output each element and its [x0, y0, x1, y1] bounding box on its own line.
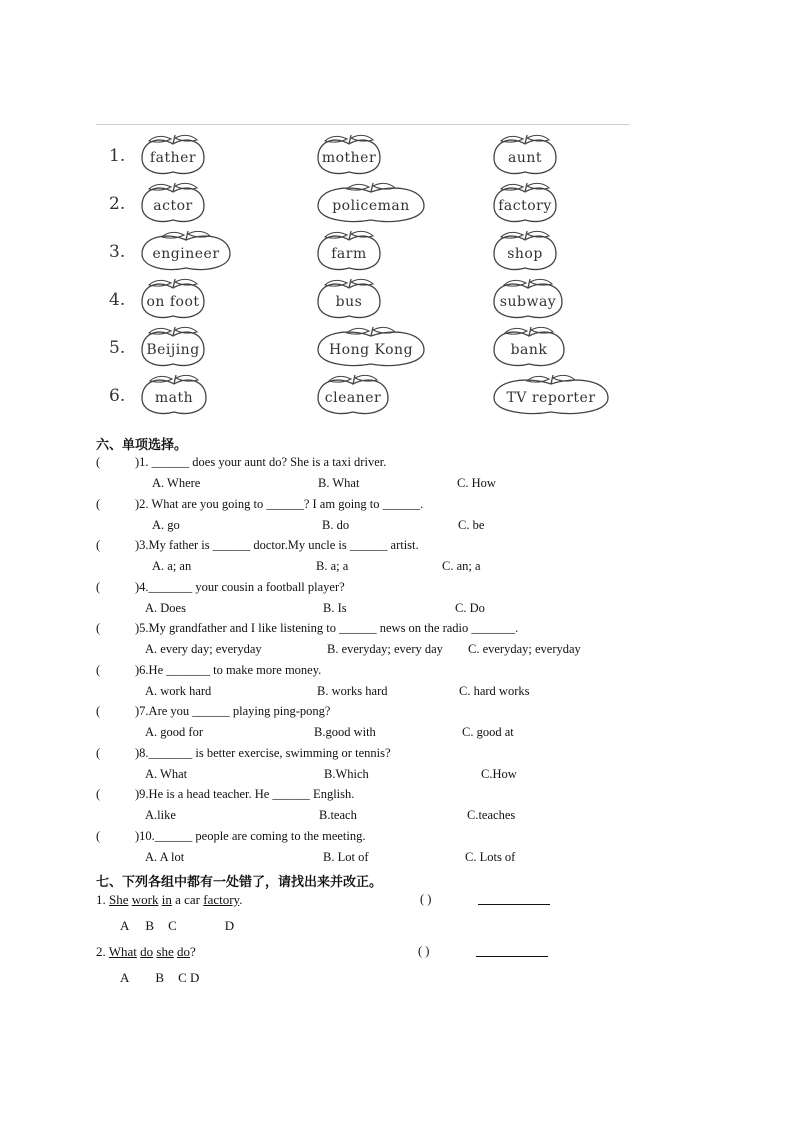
question-stem: )9.He is a head teacher. He ______ English. [135, 787, 355, 801]
apple-word: cleaner [324, 390, 382, 406]
error-letters-1: A B C D [120, 918, 235, 933]
answer-paren[interactable]: ( [96, 704, 101, 718]
apple-row [100, 326, 640, 374]
apple-word-card [492, 182, 558, 224]
apple-word: TV reporter [506, 390, 596, 406]
apple-row [100, 278, 640, 326]
apple-word: engineer [152, 246, 220, 262]
apple-word: farm [331, 246, 367, 262]
option-a: A. good for [145, 725, 203, 739]
option-a: A. go [152, 517, 180, 532]
apple-word-card [492, 374, 610, 416]
option-a: A. work hard [145, 683, 212, 698]
option-a: A. Where [152, 476, 201, 490]
row-number: 2. [109, 194, 126, 214]
option-b: B. everyday; every day [327, 642, 443, 656]
apple-word-card [492, 278, 564, 320]
question-stem: )5.My grandfather and I like listening to ______ news on the radio _______. [135, 621, 519, 635]
option-a: A. a; an [152, 559, 192, 573]
option-b: B. Lot of [323, 849, 369, 864]
underlined-word-a: What [108, 944, 137, 959]
option-b: B.good with [314, 725, 376, 739]
apple-word: bank [510, 342, 548, 358]
answer-paren[interactable]: ( [96, 787, 101, 801]
answer-paren[interactable]: ( [96, 745, 101, 760]
option-c: C. good at [462, 725, 514, 739]
apple-word: policeman [332, 198, 410, 214]
option-a: A. A lot [145, 849, 185, 864]
apple-word-card [316, 278, 382, 320]
apple-word-card [140, 182, 206, 224]
underlined-word-d: factory [203, 892, 240, 907]
underlined-word-b: work [131, 892, 159, 907]
answer-paren[interactable]: ( [96, 621, 101, 635]
question-stem: )6.He _______ to make more money. [135, 662, 322, 677]
option-b: B. a; a [316, 559, 349, 573]
answer-paren-2: ( ) [418, 944, 430, 958]
question-stem: )2. What are you going to ______? I am going to ______. [135, 496, 424, 511]
apple-word-grid [100, 134, 640, 424]
option-a: A. What [145, 766, 188, 781]
apple-word-card [140, 134, 206, 176]
apple-word-card [492, 134, 558, 176]
error-question-1: 1. She work in a car factory. [96, 892, 243, 907]
apple-row [100, 182, 640, 230]
option-c: C. be [458, 517, 485, 532]
option-b: B. What [318, 476, 360, 490]
apple-row [100, 230, 640, 278]
option-b: B. do [322, 517, 350, 532]
row-number: 1. [109, 146, 126, 166]
apple-word-card [140, 278, 206, 320]
error-letters-2: A B C D [120, 970, 200, 985]
question-stem: )3.My father is ______ doctor.My uncle is ______ artist. [135, 538, 419, 552]
option-c: C. How [457, 476, 496, 490]
apple-word-card [316, 134, 382, 176]
question-stem: )1. ______ does your aunt do? She is a taxi driver. [135, 455, 387, 469]
apple-word: math [154, 390, 194, 406]
answer-paren[interactable]: ( [96, 455, 101, 469]
row-number: 6. [109, 386, 126, 406]
option-a: A.like [145, 808, 176, 822]
apple-word-card [140, 326, 206, 368]
option-c: C. an; a [442, 559, 481, 573]
apple-word-card [316, 326, 426, 368]
answer-paren[interactable]: ( [96, 538, 101, 552]
underlined-word-d: do [177, 944, 191, 959]
apple-row [100, 374, 640, 422]
apple-word: Hong Kong [328, 342, 414, 358]
row-number: 3. [109, 242, 126, 262]
question-stem: )4._______ your cousin a football player? [135, 579, 345, 594]
apple-word: Beijing [146, 342, 200, 358]
apple-word: factory [498, 198, 552, 214]
option-b: B.teach [319, 808, 357, 822]
option-c: C. Lots of [465, 849, 516, 864]
underlined-word-c: she [156, 944, 174, 959]
option-c: C. Do [455, 600, 485, 615]
apple-word-card [492, 326, 566, 368]
question-stem: )8._______ is better exercise, swimming or tennis? [135, 745, 391, 760]
apple-word: subway [499, 294, 557, 310]
answer-paren[interactable]: ( [96, 496, 101, 511]
option-b: B. works hard [317, 683, 388, 698]
apple-word: aunt [507, 150, 542, 166]
option-a: A. every day; everyday [145, 642, 262, 656]
apple-row [100, 134, 640, 182]
option-c: C. everyday; everyday [468, 642, 581, 656]
underlined-word-a: She [109, 892, 129, 907]
answer-paren[interactable]: ( [96, 828, 101, 843]
apple-word: actor [153, 198, 193, 214]
apple-word-card [492, 230, 558, 272]
section-6-title: 六、单项选择。 [96, 438, 188, 453]
option-a: A. Does [145, 600, 186, 615]
apple-word-card [316, 374, 390, 416]
apple-word-card [140, 374, 208, 416]
answer-paren-1: ( ) [420, 892, 432, 906]
option-b: B. Is [323, 600, 347, 615]
question-stem: )7.Are you ______ playing ping-pong? [135, 704, 331, 718]
row-number: 5. [109, 338, 126, 358]
apple-word: mother [321, 150, 377, 166]
correction-blank-2[interactable] [476, 944, 548, 961]
apple-word: bus [335, 294, 363, 310]
option-b: B.Which [324, 766, 369, 781]
top-divider [96, 124, 630, 125]
correction-blank-1[interactable] [478, 892, 550, 909]
answer-paren[interactable]: ( [96, 579, 101, 594]
apple-word: on foot [146, 294, 200, 310]
apple-word-card [316, 230, 382, 272]
section-7-title: 七、下列各组中都有一处错了，请找出来并改正。 [96, 875, 383, 890]
option-c: C.How [481, 766, 517, 781]
underlined-word-c: in [161, 892, 172, 907]
option-c: C.teaches [467, 808, 516, 822]
underlined-word-b: do [140, 944, 154, 959]
apple-word-card [316, 182, 426, 224]
question-stem: )10.______ people are coming to the meeting. [135, 828, 366, 843]
error-question-2: 2. What do she do? [96, 944, 196, 959]
answer-paren[interactable]: ( [96, 662, 101, 677]
row-number: 4. [109, 290, 126, 310]
option-c: C. hard works [459, 683, 530, 698]
apple-word: shop [507, 246, 543, 262]
apple-word-card [140, 230, 232, 272]
apple-word: father [149, 150, 197, 166]
